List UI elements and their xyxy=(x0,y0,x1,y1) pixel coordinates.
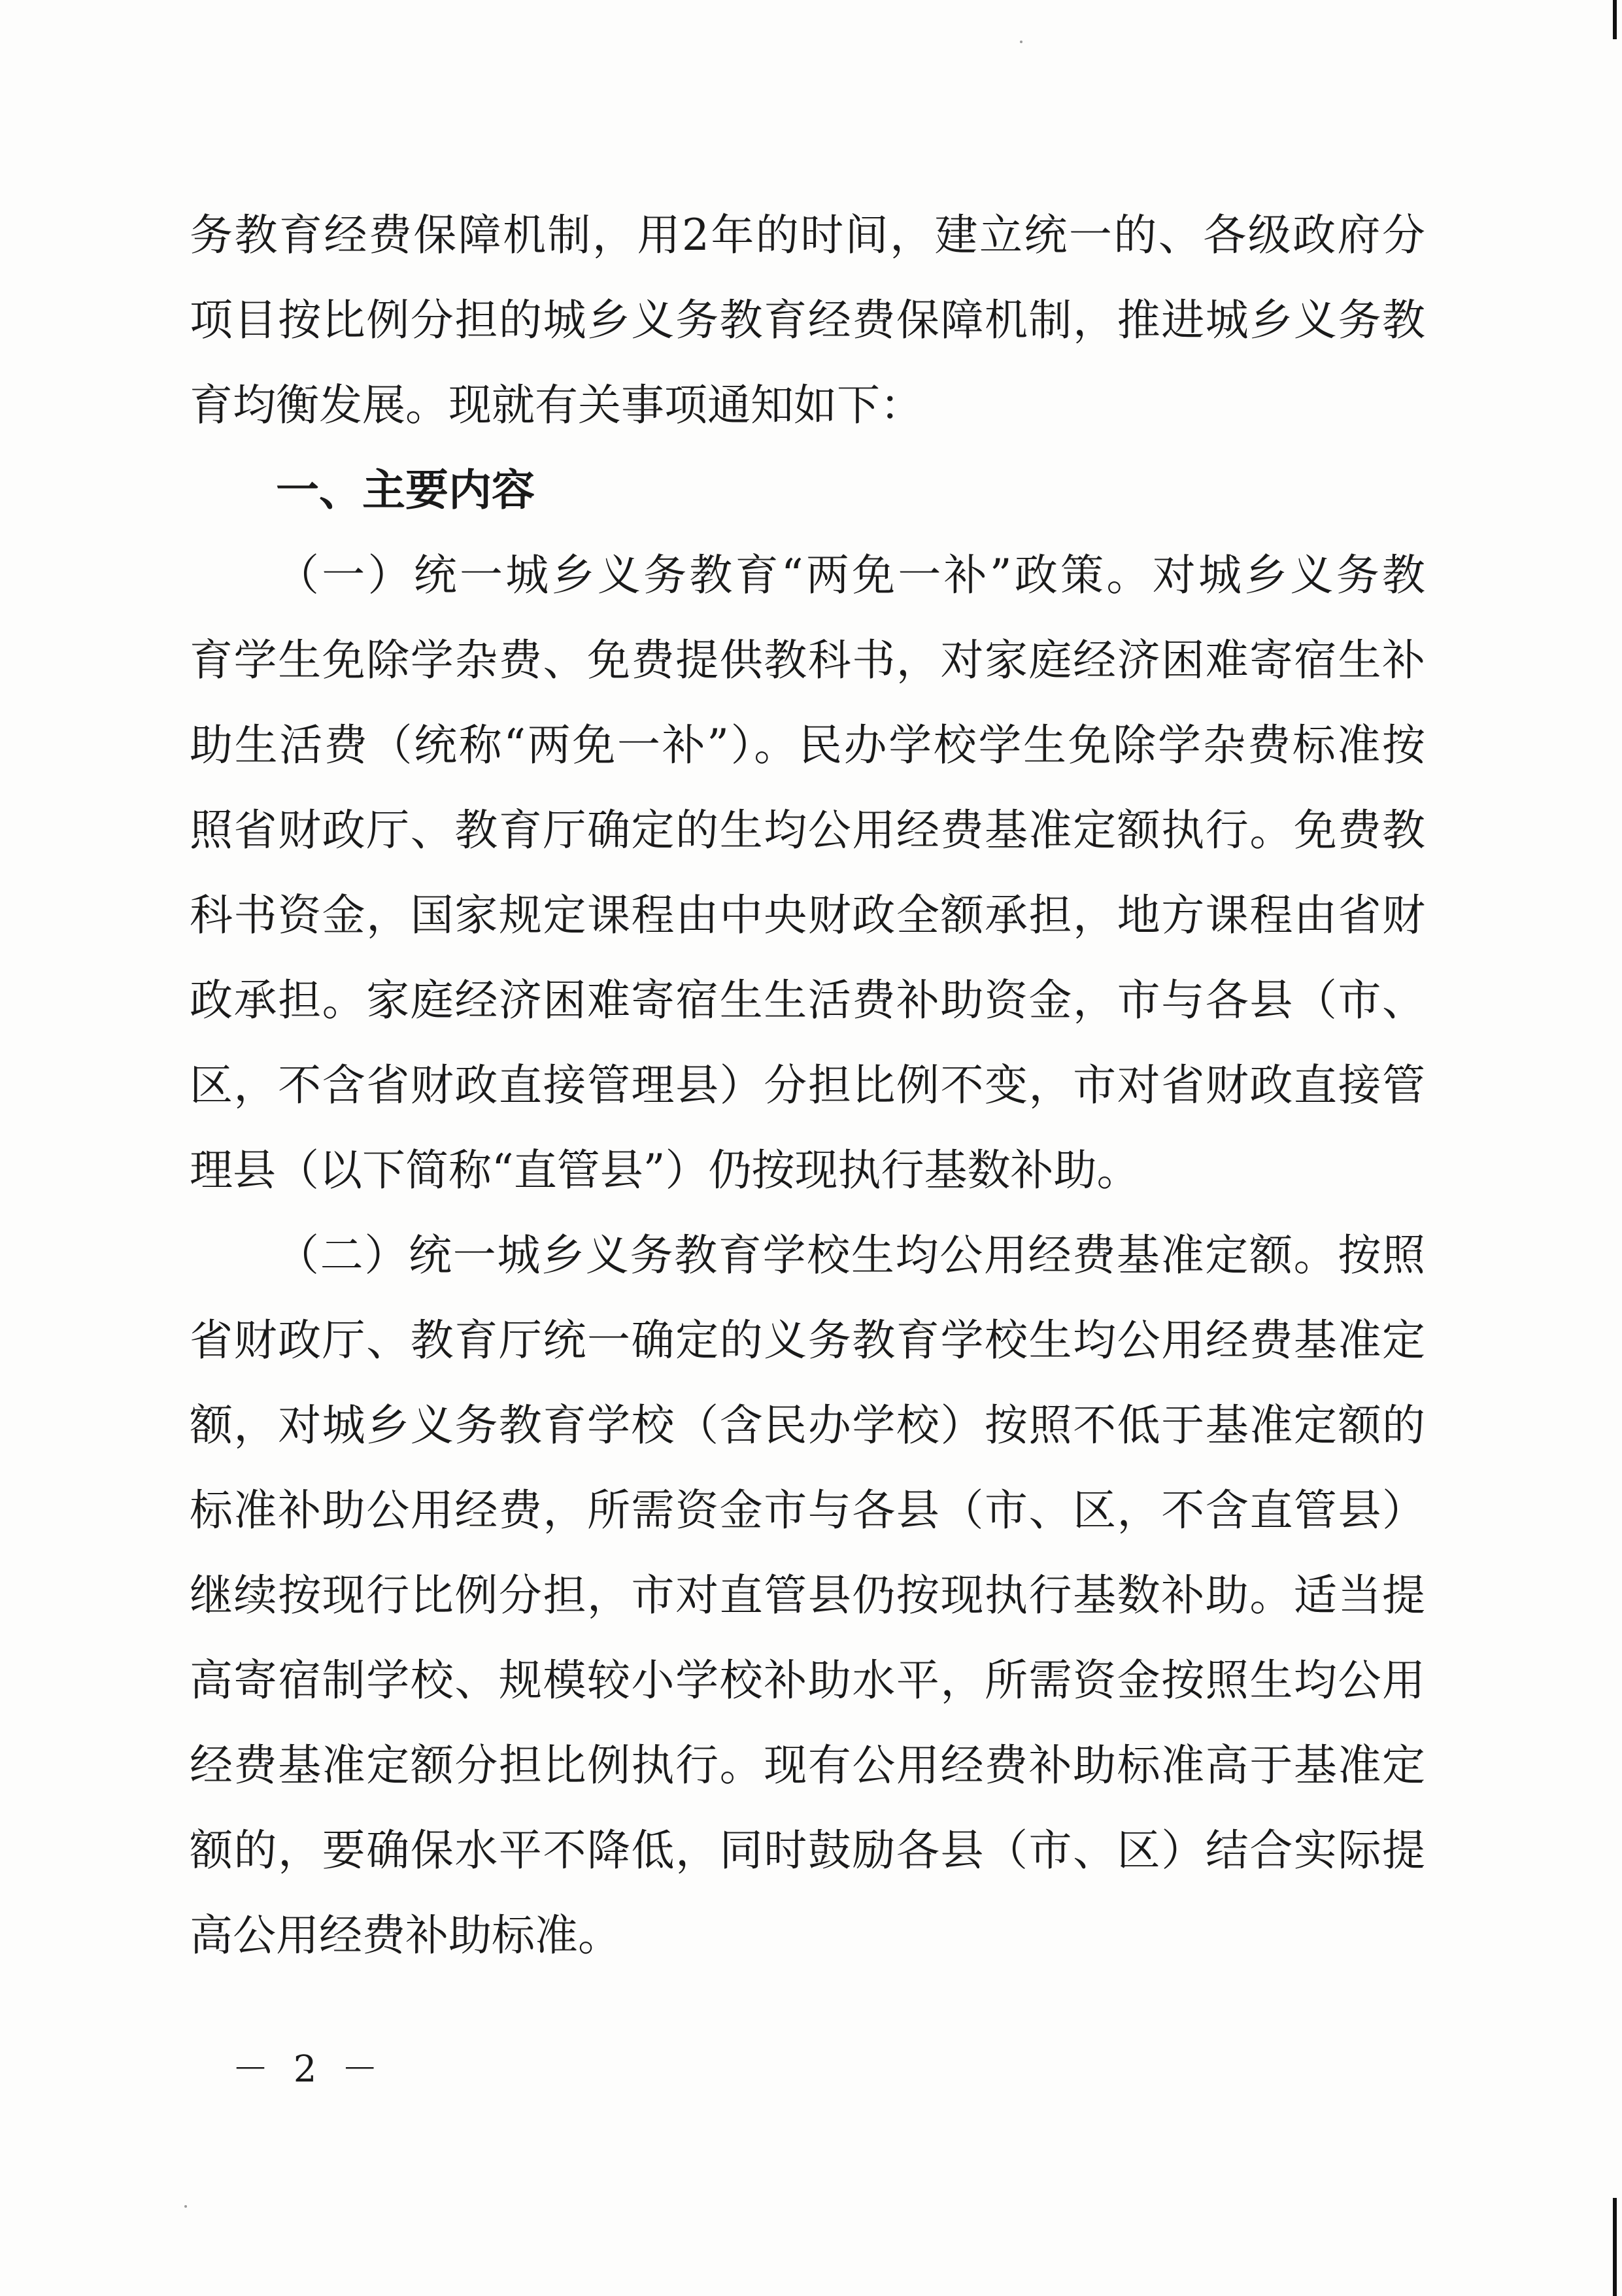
scan-edge-mark xyxy=(1613,2198,1617,2296)
text-line: （二）统一城乡义务教育学校生均公用经费基准定额。按照 xyxy=(276,1230,1425,1280)
text-line: 科书资金，国家规定课程由中央财政全额承担，地方课程由省财 xyxy=(190,890,1425,940)
text-line: 额，对城乡义务教育学校（含民办学校）按照不低于基准定额的 xyxy=(190,1400,1425,1450)
text-line: 务教育经费保障机制，用2年的时间，建立统一的、各级政府分 xyxy=(190,210,1425,260)
text-line: 育均衡发展。现就有关事项通知如下： xyxy=(190,380,923,430)
text-line: 照省财政厅、教育厅确定的生均公用经费基准定额执行。免费教 xyxy=(190,805,1425,855)
text-line: 区，不含省财政直接管理县）分担比例不变，市对省财政直接管 xyxy=(190,1060,1425,1110)
text-line: 高寄宿制学校、规模较小学校补助水平，所需资金按照生均公用 xyxy=(190,1655,1425,1705)
section-heading: 一、主要内容 xyxy=(276,465,535,515)
text-line: 理县（以下简称“直管县”）仍按现执行基数补助。 xyxy=(190,1145,1140,1195)
text-line: 标准补助公用经费，所需资金市与各县（市、区，不含直管县） xyxy=(190,1485,1425,1535)
text-line: 项目按比例分担的城乡义务教育经费保障机制，推进城乡义务教 xyxy=(190,295,1425,345)
text-line: 省财政厅、教育厅统一确定的义务教育学校生均公用经费基准定 xyxy=(190,1315,1425,1365)
scan-dust xyxy=(184,2205,187,2208)
text-line: 政承担。家庭经济困难寄宿生生活费补助资金，市与各县（市、 xyxy=(190,975,1425,1025)
text-line: 育学生免除学杂费、免费提供教科书，对家庭经济困难寄宿生补 xyxy=(190,635,1425,685)
page-number: － 2 － xyxy=(232,2048,385,2091)
scan-edge-mark xyxy=(1613,0,1617,39)
text-line: 经费基准定额分担比例执行。现有公用经费补助标准高于基准定 xyxy=(190,1740,1425,1791)
text-line: 额的，要确保水平不降低，同时鼓励各县（市、区）结合实际提 xyxy=(190,1825,1425,1876)
text-line: 高公用经费补助标准。 xyxy=(190,1910,621,1961)
scan-dust xyxy=(1020,41,1022,43)
text-line: 继续按现行比例分担，市对直管县仍按现执行基数补助。适当提 xyxy=(190,1570,1425,1620)
text-line: （一）统一城乡义务教育“两免一补”政策。对城乡义务教 xyxy=(276,550,1425,600)
text-line: 助生活费（统称“两免一补”）。民办学校学生免除学杂费标准按 xyxy=(190,720,1425,770)
